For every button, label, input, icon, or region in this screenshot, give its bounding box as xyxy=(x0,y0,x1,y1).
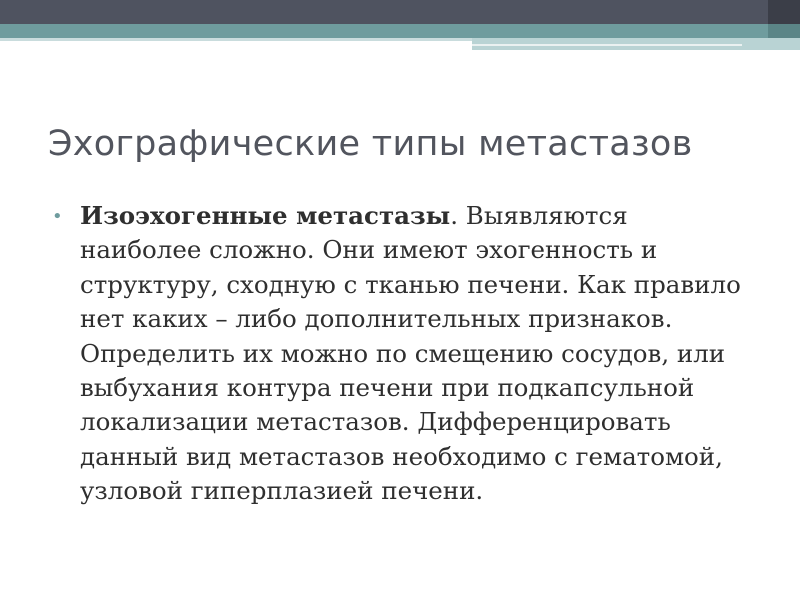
header-band-light-line xyxy=(0,38,472,41)
bold-term: Изоэхогенные метастазы xyxy=(80,201,451,230)
bullet-paragraph xyxy=(80,199,752,509)
header-band-teal-edge xyxy=(768,24,800,38)
header-band-teal xyxy=(0,24,800,38)
bullet-icon: • xyxy=(52,206,63,227)
bullet-item xyxy=(52,199,752,509)
header-band-dark xyxy=(0,0,800,24)
slide-body xyxy=(52,199,752,509)
slide-title: Эхографические типы метастазов xyxy=(48,124,693,164)
paragraph-text: . Выявляются наиболее сложно. Они имеют эхогенность и структуру, сходную с тканью печени. Как правило нет каких – либо дополнительных признаков. Определить их можно по смещению сосудов, или выбухания контура печени при подкапсульной локализации метастазов. Дифференцировать данный вид метастазов необходимо с гематомой, узловой гиперплазией печени. xyxy=(80,201,741,506)
header-band-thin xyxy=(472,44,742,46)
header-band-dark-edge xyxy=(768,0,800,24)
